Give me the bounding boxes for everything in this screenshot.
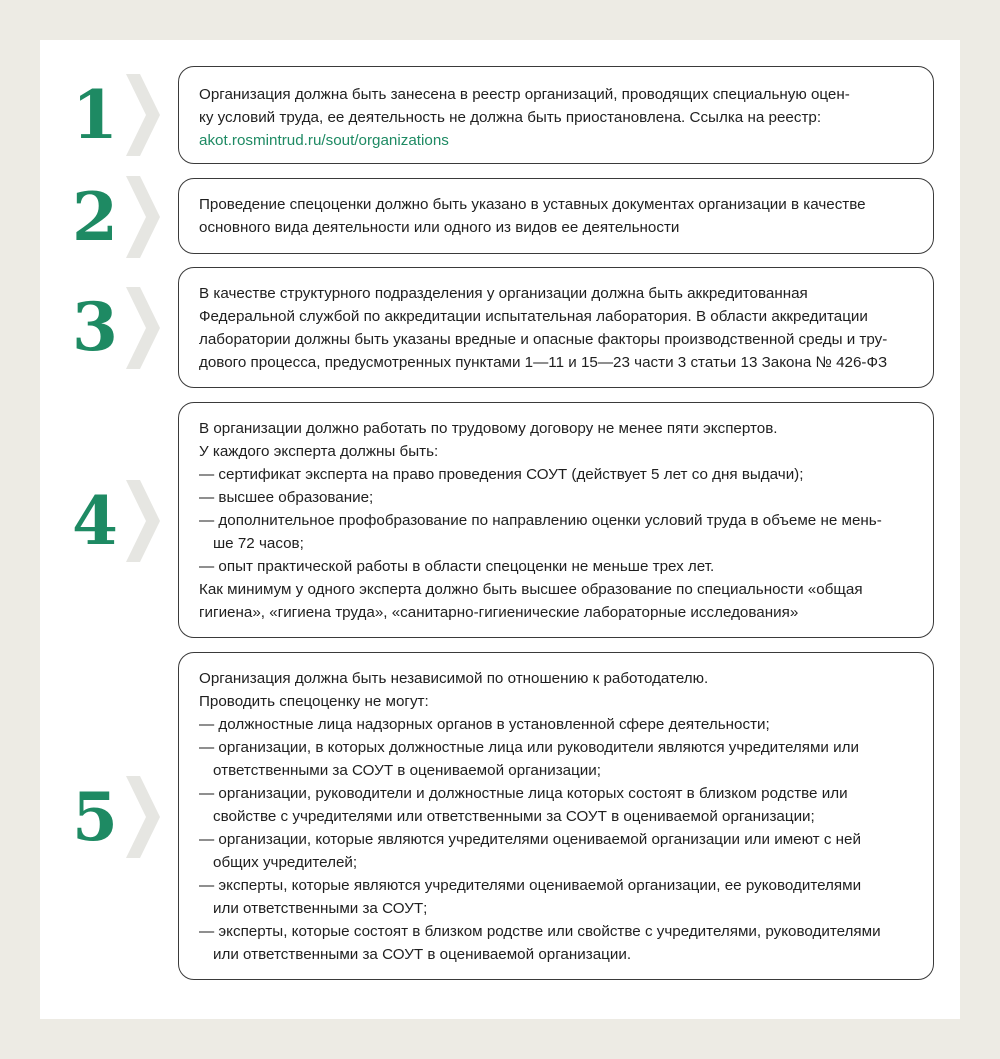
card-line: Проведение спецоценки должно быть указано в уставных документах организации в качестве [199, 196, 866, 213]
list-item: — организации, которые являются учредителями оцениваемой организации или имеют с ней [199, 831, 861, 848]
step-4 [40, 402, 960, 638]
chevron-icon [126, 68, 166, 162]
step-5 [40, 652, 960, 980]
chevron-icon [126, 770, 166, 864]
step-number: 4 [72, 482, 118, 560]
chevron-icon [126, 281, 166, 375]
list-item: — высшее образование; [199, 489, 374, 506]
card-line: ку условий труда, ее деятельность не должна быть приостановлена. Ссылка на реестр: [199, 109, 822, 126]
card-line: В организации должно работать по трудовому договору не менее пяти экспертов. [199, 420, 778, 437]
list-item-continuation: или ответственными за СОУТ; [213, 900, 428, 917]
step-1 [40, 66, 960, 164]
list-item: — организации, руководители и должностные лица которых состоят в близком родстве или [199, 785, 848, 802]
list-item: — дополнительное профобразование по направлению оценки условий труда в объеме не мень- [199, 512, 882, 529]
step-card [178, 402, 934, 638]
card-line: лаборатории должны быть указаны вредные и опасные факторы производственной среды и тру- [199, 331, 888, 348]
card-line: дового процесса, предусмотренных пунктами 1—11 и 15—23 части 3 статьи 13 Закона № 426-ФЗ [199, 354, 888, 371]
step-number: 5 [72, 778, 118, 856]
card-line: Федеральной службой по аккредитации испытательная лаборатория. В области аккредитации [199, 308, 868, 325]
card-line: гигиена», «гигиена труда», «санитарно-гигиенические лабораторные исследования» [199, 604, 799, 621]
card-line: Проводить спецоценку не могут: [199, 693, 429, 710]
chevron-icon [126, 170, 166, 264]
step-card [178, 66, 934, 164]
list-item: — эксперты, которые являются учредителями оцениваемой организации, ее руководителями [199, 877, 862, 894]
list-item: — сертификат эксперта на право проведения СОУТ (действует 5 лет со дня выдачи); [199, 466, 804, 483]
step-3 [40, 267, 960, 388]
step-card [178, 652, 934, 980]
list-item-continuation: ответственными за СОУТ в оцениваемой организации; [213, 762, 601, 779]
registry-link[interactable]: akot.rosmintrud.ru/sout/organizations [199, 132, 449, 149]
list-item: — опыт практической работы в области спецоценки не меньше трех лет. [199, 558, 715, 575]
card-line: Как минимум у одного эксперта должно быть высшее образование по специальности «общая [199, 581, 863, 598]
card-line: Организация должна быть независимой по отношению к работодателю. [199, 670, 709, 687]
list-item-continuation: свойстве с учредителями или ответственными за СОУТ в оцениваемой организации; [213, 808, 815, 825]
list-item: — организации, в которых должностные лица или руководители являются учредителями или [199, 739, 859, 756]
step-card [178, 267, 934, 388]
list-item-continuation: или ответственными за СОУТ в оцениваемой организации. [213, 946, 632, 963]
card-line: основного вида деятельности или одного из видов ее деятельности [199, 219, 680, 236]
list-item-continuation: ше 72 часов; [213, 535, 304, 552]
chevron-icon [126, 474, 166, 568]
card-line: Организация должна быть занесена в реестр организаций, проводящих специальную оцен- [199, 86, 850, 103]
step-card [178, 178, 934, 254]
step-number: 1 [72, 76, 118, 154]
requirements-sheet [40, 40, 960, 1019]
list-item: — эксперты, которые состоят в близком родстве или свойстве с учредителями, руководителями [199, 923, 881, 940]
step-number: 2 [72, 178, 118, 256]
step-2 [40, 178, 960, 254]
list-item: — должностные лица надзорных органов в установленной сфере деятельности; [199, 716, 770, 733]
step-number: 3 [72, 288, 118, 366]
list-item-continuation: общих учредителей; [213, 854, 358, 871]
card-line: У каждого эксперта должны быть: [199, 443, 439, 460]
card-line: В качестве структурного подразделения у организации должна быть аккредитованная [199, 285, 808, 302]
